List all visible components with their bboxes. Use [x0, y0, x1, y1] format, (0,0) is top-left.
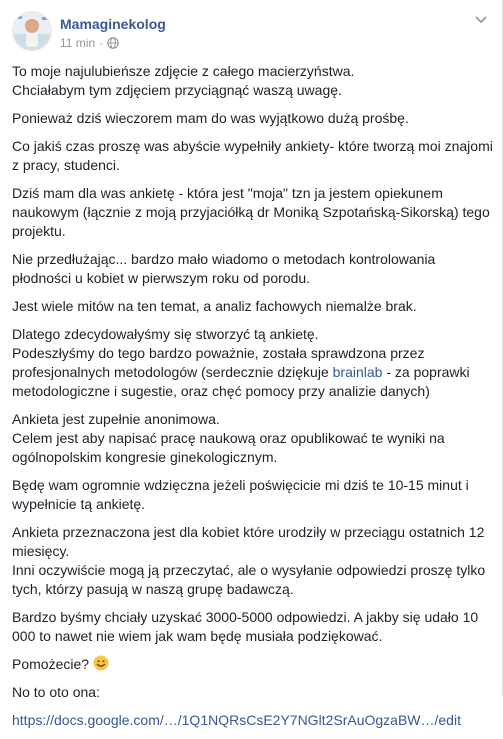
text-line: To moje najulubieńsze zdjęcie z całego macierzyństwa.	[12, 63, 355, 79]
text-segment: Podeszłyśmy do tego bardzo poważnie, została sprawdzona przez profesjonalnych metodologów (serdecznie dziękuje	[12, 345, 425, 380]
text-line: Inni oczywiście mogą ją przeczytać, ale o wysyłanie odpowiedzi proszę tylko tych, którzy pasują w naszą grupę badawczą.	[12, 562, 486, 597]
post-header	[12, 11, 166, 51]
paragraph-10	[12, 523, 498, 599]
post-meta-row	[60, 35, 166, 51]
text-line: Ankieta jest zupełnie anonimowa.	[12, 411, 220, 427]
paragraph-5: Nie przedłużając... bardzo mało wiadomo o metodach kontrolowania płodności u kobiet w pierwszym roku od porodu.	[12, 251, 436, 286]
chevron-down-icon[interactable]	[470, 10, 492, 30]
paragraph-1	[12, 62, 498, 100]
paragraph-9: Będę wam ogromnie wdzięczna jeżeli poświęcicie mi dziś te 10-15 minut i wypełnicie tą ankietę.	[12, 477, 469, 512]
post-timestamp[interactable]: 11 min	[60, 36, 96, 50]
meta-separator: ·	[99, 36, 104, 50]
avatar[interactable]	[12, 11, 52, 51]
text-line: Chciałabym tym zdjęciem przyciągnąć waszą uwagę.	[12, 82, 342, 98]
post-body	[12, 62, 498, 739]
page-name-link[interactable]: Mamaginekolog	[60, 16, 166, 32]
smile-emoji-icon	[93, 655, 109, 671]
text-line: Ankieta przeznaczona jest dla kobiet które urodziły w przeciągu ostatnich 12 miesięcy.	[12, 524, 485, 559]
text-segment: - za poprawki metodologiczne i sugestie, oraz chęć pomocy przy analizie danych)	[12, 364, 470, 399]
paragraph-12	[12, 655, 498, 674]
post-meta	[60, 11, 166, 51]
paragraph-url	[12, 711, 498, 730]
paragraph-7	[12, 325, 498, 401]
survey-url-link[interactable]: https://docs.google.com/…/1Q1NQRsCsE2Y7NGlt2SrAuOgzaBW…/edit	[12, 712, 461, 728]
text-segment: Pomożecie?	[12, 656, 90, 672]
paragraph-4: Dziś mam dla was ankietę - która jest "moja" tzn ja jestem opiekunem naukowym (łącznie z moją przyjaciółką dr Moniką Szpotańską-Sikorską) tego projektu.	[12, 185, 490, 239]
globe-icon[interactable]	[107, 37, 119, 49]
paragraph-11: Bardzo byśmy chciały uzyskać 3000-5000 odpowiedzi. A jakby się udało 10 000 to nawet nie wiem jak wam będę musiała podziękować.	[12, 609, 479, 644]
paragraph-8	[12, 410, 498, 467]
text-line: Celem jest aby napisać pracę naukową oraz opublikować te wyniki na ogólnopolskim kongresie ginekologicznym.	[12, 430, 445, 465]
text-line: Dlatego zdecydowałyśmy się stworzyć tą ankietę.	[12, 326, 319, 342]
paragraph-6: Jest wiele mitów na ten temat, a analiz fachowych niemalże brak.	[12, 298, 417, 314]
paragraph-13: No to oto ona:	[12, 684, 100, 700]
paragraph-3: Co jakiś czas proszę was abyście wypełniły ankiety- które tworzą moi znajomi z pracy, studenci.	[12, 138, 493, 173]
brainlab-link[interactable]: brainlab	[332, 364, 383, 380]
paragraph-2: Ponieważ dziś wieczorem mam do was wyjątkowo dużą prośbę.	[12, 110, 409, 126]
